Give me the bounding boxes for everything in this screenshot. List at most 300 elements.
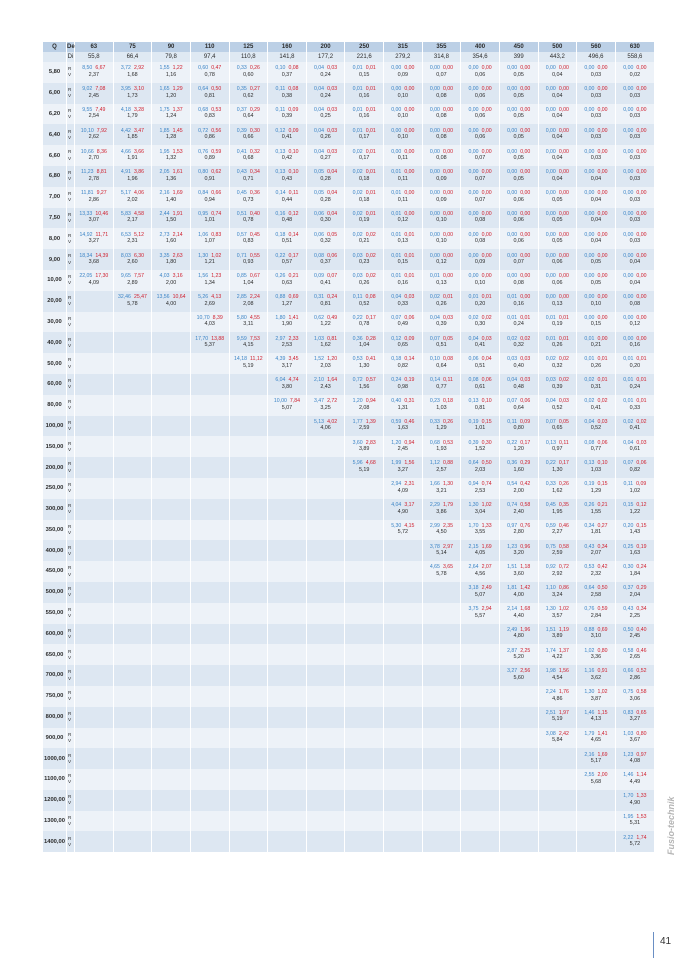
velocity-value: 1,22: [629, 508, 641, 515]
value-cell: [422, 748, 461, 769]
loss-value-red: 0,53: [211, 106, 222, 113]
velocity-value: 0,81: [320, 300, 331, 307]
loss-values: [268, 399, 306, 404]
loss-value-red: 0,00: [442, 86, 454, 93]
value-cell: [75, 769, 114, 790]
loss-value-blue: 0,01: [391, 252, 402, 259]
table-body: [43, 62, 655, 852]
value-cell: [461, 707, 500, 728]
velocity-value: 4,00: [513, 591, 524, 598]
loss-value-red: 0,47: [211, 65, 222, 72]
loss-value-red: 0,00: [442, 190, 454, 197]
value-cell: [461, 104, 500, 125]
value-cell: [499, 145, 538, 166]
velocity-value: 3,11: [243, 321, 254, 328]
value-cell: [229, 478, 268, 499]
velocity-value: 1,32: [165, 154, 177, 161]
row-letter: V: [68, 467, 72, 473]
velocity-value: 0,51: [281, 238, 293, 245]
loss-values: [384, 482, 422, 487]
value-cell: [229, 457, 268, 478]
value-cell: [422, 831, 461, 852]
loss-value-blue: 0,00: [623, 231, 634, 238]
loss-value-red: 2,14: [172, 231, 183, 238]
value-cell: [422, 811, 461, 832]
value-cell: [190, 374, 229, 395]
loss-value-red: 1,69: [597, 751, 608, 758]
loss-value-blue: 0,68: [198, 106, 209, 113]
velocity-value: 0,30: [320, 217, 331, 224]
value-cell: [229, 353, 268, 374]
loss-value-blue: 0,39: [236, 127, 247, 134]
loss-value-red: 10,46: [95, 210, 109, 217]
loss-value-blue: 1,52: [313, 356, 325, 363]
velocity-value: 1,36: [165, 175, 177, 182]
loss-values: [152, 66, 190, 71]
velocity-value: 0,06: [513, 217, 524, 224]
loss-value-red: 6,67: [95, 65, 106, 72]
loss-values: [384, 503, 422, 508]
table-row: [43, 561, 655, 582]
loss-value-blue: 8,03: [120, 252, 131, 259]
velocity-value: 5,78: [127, 300, 138, 307]
velocity-value: 0,21: [358, 238, 370, 245]
flow-rate-cell: 650,00: [43, 644, 67, 665]
loss-value-red: 0,00: [404, 148, 415, 155]
loss-value-blue: 0,00: [468, 190, 479, 197]
velocity-value: 0,27: [320, 154, 331, 161]
value-cell: [384, 457, 423, 478]
velocity-value: 0,77: [436, 383, 447, 390]
velocity-value: 5,78: [436, 570, 447, 577]
value-cell: [615, 520, 654, 541]
loss-value-red: 0,03: [327, 127, 338, 134]
velocity-value: 0,04: [552, 92, 563, 99]
loss-value-red: 3,28: [133, 106, 145, 113]
value-cell: [384, 582, 423, 603]
row-letters: [67, 416, 75, 437]
loss-value-blue: 0,01: [352, 86, 363, 93]
loss-value-red: 0,00: [481, 252, 492, 259]
value-cell: [113, 582, 152, 603]
loss-value-red: 0,00: [520, 231, 531, 238]
loss-value-red: 0,05: [327, 231, 338, 238]
loss-value-blue: 0,06: [313, 231, 325, 238]
value-cell: [345, 249, 384, 270]
row-letters: [67, 728, 75, 749]
loss-value-blue: 1,03: [313, 335, 325, 342]
value-cell: [615, 644, 654, 665]
loss-value-blue: 0,02: [352, 190, 363, 197]
row-letter: V: [68, 717, 72, 723]
page-number: 41: [660, 936, 672, 947]
loss-values: [230, 295, 268, 300]
value-cell: [538, 270, 577, 291]
loss-value-red: 0,03: [520, 377, 531, 384]
velocity-value: 0,51: [436, 342, 447, 349]
loss-value-blue: 10,70: [196, 314, 210, 321]
loss-value-red: 0,00: [481, 231, 492, 238]
value-cell: [461, 436, 500, 457]
loss-value-blue: 0,00: [623, 314, 634, 321]
loss-value-red: 0,01: [365, 210, 376, 217]
value-cell: [75, 62, 114, 83]
loss-value-red: 1,69: [172, 190, 183, 197]
loss-value-red: 0,01: [442, 294, 454, 301]
loss-value-blue: 0,01: [545, 335, 556, 342]
velocity-value: 0,12: [629, 321, 641, 328]
loss-value-blue: 1,23: [507, 543, 518, 550]
value-cell: [538, 728, 577, 749]
loss-values: [268, 274, 306, 279]
value-cell: [538, 332, 577, 353]
value-cell: [113, 62, 152, 83]
value-cell: [75, 291, 114, 312]
loss-value-red: 1,14: [636, 772, 647, 779]
loss-value-blue: 1,95: [159, 148, 170, 155]
loss-value-blue: 17,70: [195, 335, 209, 342]
velocity-value: 0,57: [281, 258, 293, 265]
loss-value-red: 2,31: [404, 481, 415, 488]
row-letter: R: [68, 232, 72, 238]
flow-rate-cell: 6,00: [43, 83, 67, 104]
value-cell: [229, 790, 268, 811]
velocity-value: 0,51: [474, 362, 486, 369]
loss-value-blue: 4,39: [275, 356, 286, 363]
row-letters: [67, 208, 75, 229]
loss-value-red: 2,25: [520, 647, 531, 654]
value-cell: [306, 208, 345, 229]
value-cell: [75, 312, 114, 333]
velocity-value: 0,91: [204, 175, 215, 182]
loss-value-red: 0,26: [442, 418, 454, 425]
loss-value-blue: 0,11: [507, 418, 517, 425]
value-cell: [384, 624, 423, 645]
header-row-de: [43, 42, 655, 52]
row-letters: [67, 790, 75, 811]
loss-value-red: 0,00: [558, 169, 569, 176]
row-letter: V: [68, 405, 72, 411]
velocity-value: 2,37: [88, 71, 100, 78]
loss-value-red: 0,00: [520, 169, 531, 176]
value-cell: [113, 644, 152, 665]
loss-value-blue: 1,56: [198, 273, 209, 280]
velocity-value: 0,40: [513, 362, 524, 369]
loss-value-blue: 0,00: [545, 86, 556, 93]
value-cell: [113, 603, 152, 624]
loss-value-red: 0,19: [404, 377, 415, 384]
value-cell: [422, 686, 461, 707]
value-cell: [461, 270, 500, 291]
loss-values: [75, 87, 113, 92]
flow-rate-cell: 100,00: [43, 416, 67, 437]
loss-value-blue: 0,01: [623, 377, 634, 384]
velocity-value: 2,53: [474, 487, 486, 494]
loss-value-blue: 0,00: [468, 273, 479, 280]
value-cell: [422, 208, 461, 229]
value-cell: [268, 104, 307, 125]
loss-value-blue: 6,04: [275, 377, 286, 384]
loss-values: [423, 66, 461, 71]
value-cell: [268, 540, 307, 561]
loss-value-blue: 8,50: [82, 65, 93, 72]
velocity-value: 0,81: [474, 404, 486, 411]
loss-value-blue: 18,34: [79, 252, 93, 259]
loss-value-red: 0,08: [288, 65, 299, 72]
flow-rate-cell: 350,00: [43, 520, 67, 541]
loss-value-red: 1,33: [481, 522, 492, 529]
value-cell: [577, 603, 616, 624]
value-cell: [113, 249, 152, 270]
loss-value-red: 0,19: [636, 543, 647, 550]
loss-values: [500, 503, 538, 508]
velocity-value: 1,24: [165, 113, 177, 120]
value-cell: [268, 728, 307, 749]
row-letter: R: [68, 440, 72, 446]
loss-value-red: 0,01: [365, 127, 376, 134]
velocity-value: 0,04: [552, 134, 563, 141]
row-letter: R: [68, 315, 72, 321]
value-cell: [461, 249, 500, 270]
value-cell: [113, 520, 152, 541]
velocity-value: 0,11: [397, 175, 408, 182]
velocity-value: 0,52: [552, 404, 563, 411]
value-cell: [577, 748, 616, 769]
loss-value-red: 0,02: [365, 273, 376, 280]
loss-value-blue: 2,87: [507, 647, 518, 654]
loss-value-red: 2,83: [365, 439, 376, 446]
loss-value-blue: 0,00: [468, 127, 479, 134]
loss-value-blue: 0,00: [507, 190, 518, 197]
velocity-value: 0,30: [474, 321, 486, 328]
velocity-value: 1,04: [243, 279, 254, 286]
loss-value-red: 0,00: [636, 169, 647, 176]
velocity-value: 0,11: [397, 154, 408, 161]
loss-value-red: 1,97: [558, 710, 569, 717]
value-cell: [345, 208, 384, 229]
value-cell: [75, 624, 114, 645]
loss-value-red: 0,27: [597, 522, 608, 529]
velocity-value: 0,04: [590, 238, 602, 245]
velocity-value: 0,06: [474, 92, 486, 99]
loss-value-red: 7,84: [289, 398, 300, 405]
table-row: [43, 728, 655, 749]
velocity-value: 1,04: [358, 342, 370, 349]
row-letter: R: [68, 336, 72, 342]
value-cell: [190, 540, 229, 561]
value-cell: [306, 457, 345, 478]
value-cell: [268, 395, 307, 416]
value-cell: [538, 582, 577, 603]
loss-value-red: 0,00: [404, 210, 415, 217]
loss-value-blue: 0,76: [198, 148, 209, 155]
value-cell: [538, 499, 577, 520]
value-cell: [229, 436, 268, 457]
loss-value-red: 2,00: [597, 772, 608, 779]
loss-value-red: 0,91: [597, 668, 608, 675]
loss-value-red: 0,00: [520, 65, 531, 72]
loss-value-red: 0,00: [520, 252, 531, 259]
value-cell: [75, 790, 114, 811]
value-cell: [615, 332, 654, 353]
row-letters: [67, 624, 75, 645]
loss-values: [268, 378, 306, 383]
loss-value-blue: 0,00: [507, 65, 518, 72]
loss-value-red: 0,00: [442, 169, 454, 176]
value-cell: [345, 707, 384, 728]
velocity-value: 2,43: [320, 383, 331, 390]
header-row-di: [43, 52, 655, 62]
loss-value-blue: 0,11: [352, 294, 363, 301]
velocity-value: 0,20: [629, 362, 641, 369]
value-cell: [422, 395, 461, 416]
loss-value-blue: 0,00: [584, 252, 595, 259]
value-cell: [345, 831, 384, 852]
value-cell: [615, 291, 654, 312]
loss-value-blue: 0,24: [391, 377, 402, 384]
value-cell: [190, 124, 229, 145]
flow-rate-cell: 800,00: [43, 707, 67, 728]
loss-value-red: 0,74: [211, 210, 222, 217]
loss-value-red: 0,00: [481, 273, 492, 280]
flow-rate-cell: 750,00: [43, 686, 67, 707]
flow-rate-cell: 1100,00: [43, 769, 67, 790]
value-cell: [538, 790, 577, 811]
velocity-value: 0,24: [513, 321, 524, 328]
loss-values: [423, 482, 461, 487]
value-cell: [113, 166, 152, 187]
loss-value-blue: 0,00: [429, 190, 440, 197]
velocity-value: 0,83: [243, 238, 254, 245]
velocity-value: 0,24: [320, 71, 331, 78]
loss-value-blue: 0,00: [584, 210, 595, 217]
loss-value-red: 0,14: [404, 356, 415, 363]
loss-value-blue: 0,12: [391, 335, 402, 342]
velocity-value: 0,64: [436, 362, 447, 369]
value-cell: [422, 228, 461, 249]
loss-values: [539, 399, 577, 404]
velocity-value: 0,05: [513, 71, 524, 78]
loss-value-red: 0,49: [327, 314, 338, 321]
value-cell: [345, 624, 384, 645]
loss-value-blue: 0,00: [429, 231, 440, 238]
value-cell: [229, 249, 268, 270]
loss-value-blue: 0,54: [507, 481, 518, 488]
loss-value-red: 0,09: [519, 418, 531, 425]
loss-value-red: 0,34: [597, 543, 608, 550]
value-cell: [384, 208, 423, 229]
loss-value-blue: 0,45: [236, 190, 247, 197]
table-row: [43, 416, 655, 437]
value-cell: [268, 499, 307, 520]
loss-value-blue: 0,05: [313, 190, 325, 197]
row-letter: V: [68, 217, 72, 223]
velocity-value: 0,08: [436, 134, 447, 141]
value-cell: [75, 145, 114, 166]
table-row: [43, 790, 655, 811]
velocity-value: 3,62: [590, 674, 602, 681]
loss-value-red: 11,12: [250, 356, 263, 363]
value-cell: [577, 166, 616, 187]
value-cell: [538, 457, 577, 478]
loss-value-red: 0,15: [597, 481, 608, 488]
loss-value-blue: 0,04: [429, 314, 440, 321]
value-cell: [577, 145, 616, 166]
loss-value-red: 7,57: [133, 273, 145, 280]
loss-value-blue: 0,36: [352, 335, 363, 342]
header-di-value: 279,2: [384, 52, 423, 62]
value-cell: [577, 353, 616, 374]
loss-value-blue: 9,65: [120, 273, 131, 280]
velocity-value: 0,03: [629, 154, 641, 161]
velocity-value: 0,04: [590, 196, 602, 203]
velocity-value: 0,03: [629, 113, 641, 120]
header-di-value: 354,6: [461, 52, 500, 62]
value-cell: [461, 145, 500, 166]
row-letter: V: [68, 134, 72, 140]
value-cell: [577, 312, 616, 333]
velocity-value: 1,79: [127, 113, 138, 120]
value-cell: [113, 811, 152, 832]
velocity-value: 1,56: [358, 383, 370, 390]
loss-value-red: 0,30: [249, 127, 260, 134]
loss-value-blue: 1,23: [623, 751, 634, 758]
value-cell: [577, 187, 616, 208]
value-cell: [615, 249, 654, 270]
flow-rate-cell: 450,00: [43, 561, 67, 582]
loss-value-blue: 4,42: [120, 127, 131, 134]
value-cell: [152, 831, 191, 852]
loss-value-red: 4,58: [133, 210, 145, 217]
value-cell: [422, 582, 461, 603]
loss-values: [461, 607, 499, 612]
loss-value-blue: 0,07: [391, 314, 402, 321]
loss-value-blue: 0,19: [584, 481, 595, 488]
value-cell: [268, 228, 307, 249]
loss-values: [75, 170, 113, 175]
value-cell: [190, 457, 229, 478]
value-cell: [422, 104, 461, 125]
loss-value-blue: 0,03: [352, 252, 363, 259]
loss-value-blue: 0,00: [468, 106, 479, 113]
value-cell: [268, 665, 307, 686]
loss-value-blue: 0,02: [584, 398, 595, 405]
value-cell: [384, 436, 423, 457]
loss-value-red: 1,53: [636, 814, 647, 821]
loss-value-blue: 0,02: [352, 231, 363, 238]
value-cell: [461, 748, 500, 769]
velocity-value: 4,56: [474, 570, 486, 577]
value-cell: [306, 811, 345, 832]
loss-values: [191, 274, 229, 279]
loss-value-blue: 0,00: [429, 169, 440, 176]
value-cell: [152, 457, 191, 478]
value-cell: [113, 624, 152, 645]
velocity-value: 0,41: [590, 404, 602, 411]
velocity-value: 0,38: [281, 92, 293, 99]
flow-rate-cell: 1400,00: [43, 831, 67, 852]
value-cell: [422, 270, 461, 291]
value-cell: [113, 728, 152, 749]
value-cell: [615, 728, 654, 749]
value-cell: [499, 332, 538, 353]
value-cell: [499, 208, 538, 229]
loss-value-blue: 0,35: [236, 86, 247, 93]
loss-value-blue: 1,99: [391, 460, 402, 467]
value-cell: [306, 831, 345, 852]
velocity-value: 0,12: [436, 258, 447, 265]
value-cell: [538, 520, 577, 541]
